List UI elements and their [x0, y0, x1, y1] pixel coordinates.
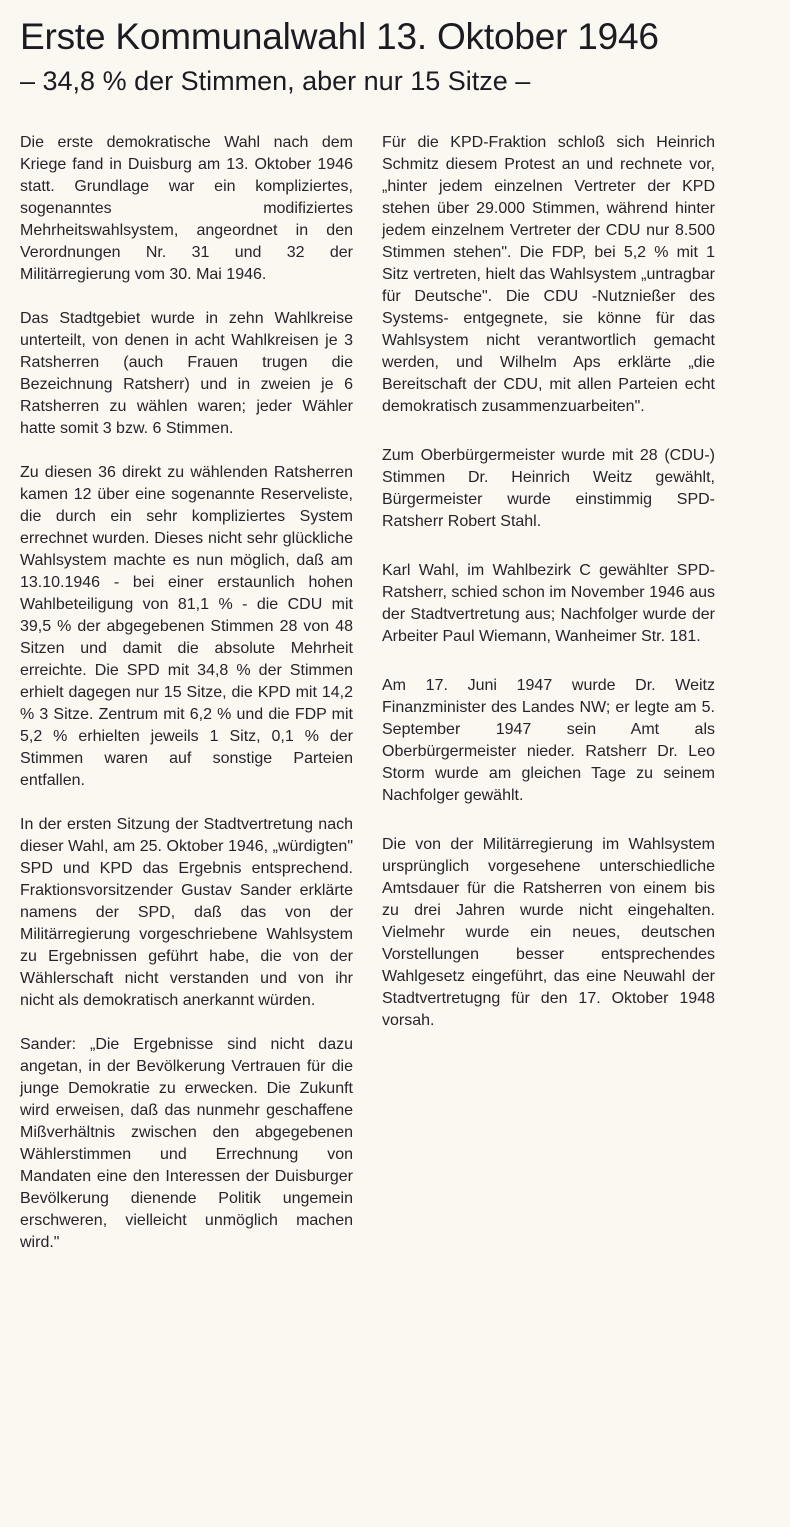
paragraph-left-5: Sander: „Die Ergebnisse sind nicht dazu angetan, in der Bevölkerung Vertrauen für die junge Demokratie zu erwecken. Die Zukunft wird erweisen, daß das nunmehr geschaffene Mißverhältnis zwischen den abgegebenen Wählerstimmen und Errechnung von Mandaten eine den Interessen der Duisburger Bevölkerung dienende Politik ungemein erschweren, vielleicht unmöglich machen wird." [20, 1036, 353, 1251]
paragraph-right-1: Für die KPD-Fraktion schloß sich Heinrich Schmitz diesem Protest an und rechnete vor, „hinter jedem einzelnen Vertreter der KPD stehen über 29.000 Stimmen, während hinter jedem einzelnem Vertreter der CDU nur 8.500 Stimmen stehen". Die FDP, bei 5,2 % mit 1 Sitz vertreten, hielt das Wahlsystem „untragbar für Deutsche". Die CDU -Nutznießer des Systems- entgegnete, sie könne für das Wahlsystem nicht verantwortlich gemacht werden, und Wilhelm Aps erklärte „die Bereitschaft der CDU, mit allen Parteien echt demokratisch zusammenzuarbeiten". [382, 134, 715, 415]
paragraph-right-2: Zum Oberbürgermeister wurde mit 28 (CDU-) Stimmen Dr. Heinrich Weitz gewählt, Bürgermeister wurde einstimmig SPD-Ratsherr Robert Stahl. [382, 447, 715, 530]
article-title: Erste Kommunalwahl 13. Oktober 1946 [20, 16, 659, 57]
paragraph-left-2: Das Stadtgebiet wurde in zehn Wahlkreise unterteilt, von denen in acht Wahlkreisen je 3 Ratsherren (auch Frauen trugen die Bezeichnung Ratsherr) und in zweien je 6 Ratsherren zu wählen waren; jeder Wähler hatte somit 3 bzw. 6 Stimmen. [20, 310, 353, 437]
paragraph-right-5: Die von der Militärregierung im Wahlsystem ursprünglich vorgesehene unterschiedliche Amtsdauer für die Ratsherren von einem bis zu drei Jahren wurde nicht eingehalten. Vielmehr wurde ein neues, deutschen Vorstellungen besser entsprechendes Wahlgesetz eingeführt, das eine Neuwahl der Stadtvertretugng für den 17. Oktober 1948 vorsah. [382, 836, 715, 1029]
right-column [382, 132, 715, 1032]
paragraph-left-4: In der ersten Sitzung der Stadtvertretung nach dieser Wahl, am 25. Oktober 1946, „würdigten" SPD und KPD das Ergebnis entsprechend. Fraktionsvorsitzender Gustav Sander erklärte namens der SPD, daß das von der Militärregierung vorgeschriebene Wahlsystem zu Ergebnissen geführt habe, die von der Wählerschaft nicht verstanden und von ihr nicht als demokratisch anerkannt würden. [20, 816, 353, 1009]
paragraph-right-3: Karl Wahl, im Wahlbezirk C gewählter SPD-Ratsherr, schied schon im November 1946 aus der Stadtvertretung aus; Nachfolger wurde der Arbeiter Paul Wiemann, Wanheimer Str. 181. [382, 562, 715, 645]
article-subtitle: – 34,8 % der Stimmen, aber nur 15 Sitze – [20, 66, 531, 96]
left-column [20, 132, 353, 1254]
paragraph-left-3: Zu diesen 36 direkt zu wählenden Ratsherren kamen 12 über eine sogenannte Reserveliste, die durch ein sehr kompliziertes System errechnet wurden. Dieses nicht sehr glückliche Wahlsystem machte es nun möglich, daß am 13.10.1946 - bei einer erstaunlich hohen Wahlbeteiligung von 81,1 % - die CDU mit 39,5 % der abgegebenen Stimmen 28 von 48 Sitzen und damit die absolute Mehrheit erreichte. Die SPD mit 34,8 % der Stimmen erhielt dagegen nur 15 Sitze, die KPD mit 14,2 % 3 Sitze. Zentrum mit 6,2 % und die FDP mit 5,2 % erhielten jeweils 1 Sitz, 0,1 % der Stimmen waren auf sonstige Parteien entfallen. [20, 464, 353, 789]
paragraph-right-4: Am 17. Juni 1947 wurde Dr. Weitz Finanzminister des Landes NW; er legte am 5. September 1947 sein Amt als Oberbürgermeister nieder. Ratsherr Dr. Leo Storm wurde am gleichen Tage zu seinem Nachfolger gewählt. [382, 677, 715, 804]
paragraph-left-1: Die erste demokratische Wahl nach dem Kriege fand in Duisburg am 13. Oktober 1946 statt. Grundlage war ein kompliziertes, sogenanntes modifiziertes Mehrheitswahlsystem, angeordnet in den Verordnungen Nr. 31 und 32 der Militärregierung vom 30. Mai 1946. [20, 134, 353, 283]
